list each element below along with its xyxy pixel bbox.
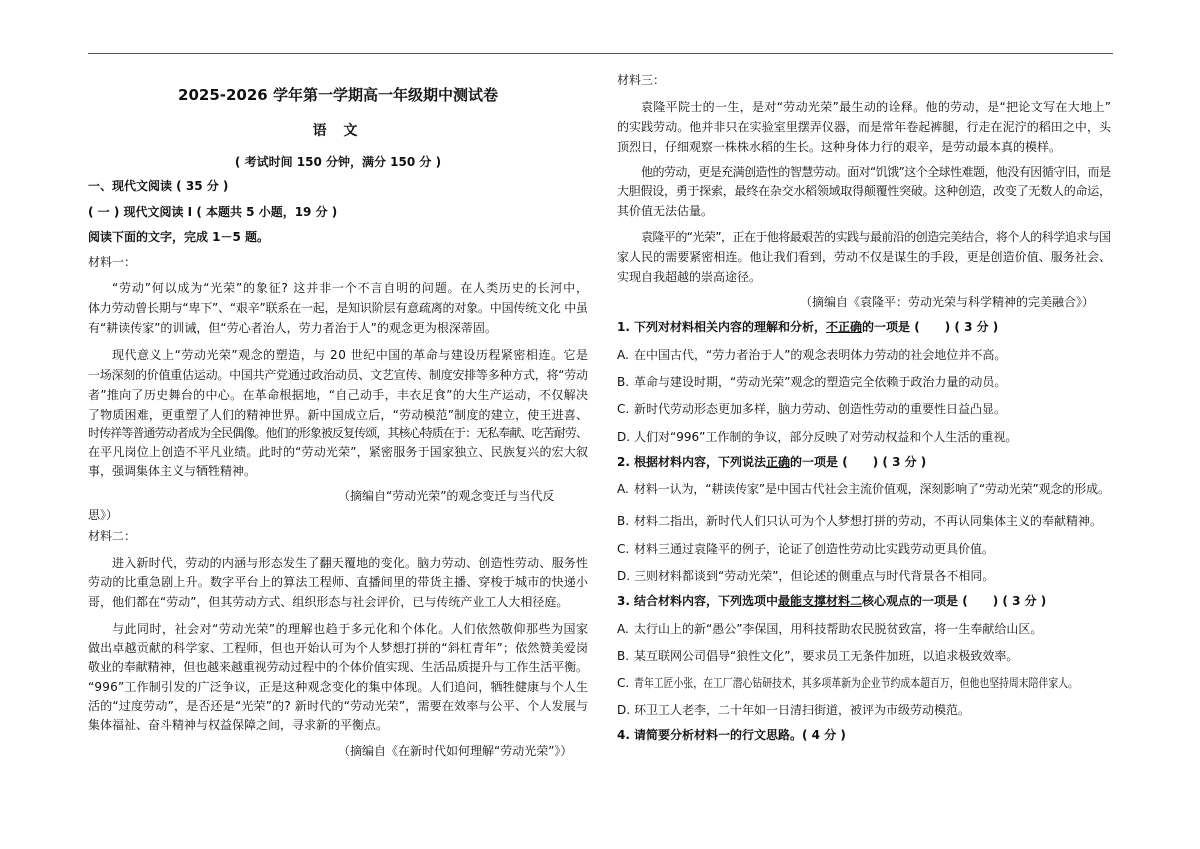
option	[617, 675, 1111, 691]
option-label: D.	[617, 569, 631, 583]
source-citation: 思》）	[88, 508, 119, 522]
subsection-heading: ( 一 ) 现代文阅读 I ( 本题共 5 小题，19 分 )	[88, 205, 338, 219]
option-label: A.	[617, 622, 629, 636]
paragraph-line: “劳动”何以成为“光荣”的象征? 这并非一个不言自明的问题。在人类历史的长河中，	[112, 281, 589, 295]
stem-emphasis: 最能支撑材料二	[778, 594, 863, 608]
paragraph-line: 活的“过度劳动”，是否还是“光荣”的? 新时代的“劳动光荣”，需要在效率与公平、个人发展与	[88, 699, 589, 713]
option-text: 在中国古代，“劳力者治于人”的观念表明体力劳动的社会地位并不高。	[634, 348, 1007, 362]
option	[617, 429, 1111, 445]
exam-info: ( 考试时间 150 分钟，满分 150 分 )	[234, 155, 442, 169]
stem-text: 的一项是 ( ) ( 3 分 )	[790, 455, 927, 469]
paragraph-line: 家人民的需要紧密相连。他让我们看到，劳动不仅是谋生的手段，更是创造价值、服务社会、	[617, 250, 1112, 264]
paragraph-line: 一场深刻的价值重估运动。中国共产党通过政治动员、文艺宣传、制度安排等多种方式，将“劳动	[88, 368, 588, 382]
paragraph-line: 做出卓越贡献的科学家、工程师，但也开始认可为个人梦想打拼的“斜杠青年”；依然赞美爱岗	[88, 641, 589, 655]
option-label: B.	[617, 649, 630, 663]
option	[617, 481, 1111, 497]
option-label: A.	[617, 348, 629, 362]
option	[617, 541, 1111, 557]
paragraph-line: 有“耕读传家”的训诫，但“劳心者治人，劳力者治于人”的观念更为根深蒂固。	[88, 321, 497, 335]
paragraph-line: 袁隆平院士的一生，是对“劳动光荣”最生动的诠释。他的劳动，是“把论文写在大地上”	[641, 100, 1112, 114]
question-number: 2.	[617, 455, 630, 469]
paragraph-line: 哥，他们都在“劳动”，但其劳动方式、组织形态与社会评价，已与传统产业工人大相径庭。	[88, 595, 569, 609]
stem-text: 结合材料内容，下列选项中	[634, 594, 779, 608]
paragraph-line: 顶烈日，仔细观察一株株水稻的生长。这种身体力行的艰辛，是劳动最本真的模样。	[617, 140, 1062, 154]
paragraph-line: 袁隆平的“光荣”，正在于他将最艰苦的实践与最前沿的创造完美结合，将个人的科学追求与国	[641, 230, 1111, 244]
paragraph-line: 体力劳动曾长期与“卑下”、“艰辛”联系在一起，是知识阶层有意疏离的对象。中国传统文化 中虽	[88, 301, 588, 315]
paragraph-line: 者”推向了历史舞台的中心。在革命根据地，“自己动手，丰衣足食”的大生产运动，不仅解决	[88, 388, 589, 402]
question-number: 3.	[617, 594, 630, 608]
option-text: 材料二指出，新时代人们只认可为个人梦想打拼的劳动，不再认同集体主义的奉献精神。	[634, 514, 1103, 528]
material-label: 材料二：	[88, 529, 137, 543]
paragraph-line: 事，强调集体主义与牺牲精神。	[88, 464, 257, 478]
option	[617, 513, 1111, 529]
option-text: 某互联网公司倡导“狼性文化”，要求员工无条件加班，以追求极致效率。	[634, 649, 1019, 663]
option-label: B.	[617, 375, 630, 389]
paragraph-line: 其价值无法估量。	[617, 204, 714, 218]
source-citation: （摘编自《在新时代如何理解“劳动光荣”》）	[338, 744, 573, 758]
stem-emphasis: 正确	[766, 455, 791, 469]
paragraph-line: 的实践劳动。他并非只在实验室里摆弄仪器，而是常年卷起裤腿，行走在泥泞的稻田之中，头	[617, 120, 1112, 134]
paragraph-line: “996”工作制引发的广泛争议，正是这种观念变化的集中体现。人们追问，牺牲健康与个人生	[88, 680, 589, 694]
question-stem	[617, 319, 1111, 335]
paragraph-line: 大胆假设，勇于探索，最终在杂交水稻领域取得颠覆性突破。这种创造，改变了无数人的命运，	[617, 184, 1111, 198]
paragraph-line: 实现自我超越的崇高途径。	[617, 270, 762, 284]
option-label: C.	[617, 402, 630, 416]
paragraph-line: 他的劳动，更是充满创造性的智慧劳动。面对“饥饿”这个全球性难题，他没有因循守旧，而是	[641, 165, 1111, 179]
stem-text: 下列对材料相关内容的理解和分析，	[634, 320, 827, 334]
question-number: 1.	[617, 320, 630, 334]
option	[617, 702, 1111, 718]
question-stem	[617, 727, 1111, 743]
header-rule	[88, 53, 1113, 54]
option-text: 太行山上的新“愚公”李保国，用科技帮助农民脱贫致富，将一生奉献给山区。	[634, 622, 1043, 636]
paragraph-line: 劳动的比重急剧上升。数字平台上的算法工程师、直播间里的带货主播、穿梭于城市的快递小	[88, 575, 589, 589]
question-number: 4.	[617, 728, 630, 742]
paragraph-line: 在平凡岗位上创造不平凡业绩。此时的“劳动光荣”，紧密服务于国家独立、民族复兴的宏大叙	[88, 445, 589, 459]
source-citation: （摘编自“劳动光荣”的观念变迁与当代反	[338, 489, 555, 503]
section-heading: 一、现代文阅读 ( 35 分 )	[88, 179, 229, 193]
reading-instruction: 阅读下面的文字，完成 1－5 题。	[88, 230, 270, 244]
option-label: B.	[617, 514, 630, 528]
option-label: D.	[617, 703, 631, 717]
option-text: 革命与建设时期，“劳动光荣”观念的塑造完全依赖于政治力量的动员。	[634, 375, 1007, 389]
stem-text: 的一项是 ( ) ( 3 分 )	[862, 320, 999, 334]
option-text: 青年工匠小张，在工厂潜心钻研技术，其多项革新为企业节约成本超百万，但他也坚持周末陪伴家人。	[634, 676, 1078, 690]
question-text	[634, 454, 1110, 470]
stem-text: 核心观点的一项是 ( ) ( 3 分 )	[862, 594, 1047, 608]
option	[617, 621, 1111, 637]
option-text: 新时代劳动形态更加多样，脑力劳动、创造性劳动的重要性日益凸显。	[634, 402, 1007, 416]
paragraph-line: 敬业的奉献精神，但也越来越重视劳动过程中的个体价值实现、生活品质提升与工作生活平衡。	[88, 660, 588, 674]
option	[617, 347, 1111, 363]
option-text: 材料一认为，“耕读传家”是中国古代社会主流价值观，深刻影响了“劳动光荣”观念的形成。	[634, 482, 1110, 496]
paragraph-line: 集体福祉、奋斗精神与权益保障之间，寻求新的平衡点。	[88, 718, 389, 732]
option-text: 环卫工人老李，二十年如一日清扫街道，被评为市级劳动模范。	[634, 703, 971, 717]
option-text: 材料三通过袁隆平的例子，论证了创造性劳动比实践劳动更具价值。	[634, 542, 995, 556]
paragraph-line: 现代意义上“劳动光荣”观念的塑造，与 20 世纪中国的革命与建设历程紧密相连。它是	[112, 348, 589, 362]
question-text	[634, 593, 1110, 609]
material-label: 材料一：	[88, 255, 137, 269]
option-text: 人们对“996”工作制的争议，部分反映了对劳动权益和个人生活的重视。	[634, 430, 1018, 444]
subject-title: 语 文	[312, 123, 364, 139]
stem-text: 根据材料内容，下列说法	[634, 455, 767, 469]
paragraph-line: 与此同时，社会对“劳动光荣”的理解也趋于多元化和个体化。人们依然敬仰那些为国家	[112, 622, 589, 636]
option	[617, 401, 1111, 417]
question-text: 请简要分析材料一的行文思路。( 4 分 )	[634, 728, 846, 742]
option	[617, 374, 1111, 390]
paragraph-line: 时传祥等普通劳动者成为全民偶像。他们的形象被反复传颂，其核心特质在于：无私奉献、吃苦耐劳、	[88, 426, 588, 440]
option	[617, 568, 1111, 584]
option-label: D.	[617, 430, 631, 444]
paragraph-line: 了物质困难，更重塑了人们的精神世界。新中国成立后，“劳动模范”制度的建立，使王进喜、	[88, 408, 589, 422]
option-label: C.	[617, 542, 630, 556]
paragraph-line: 进入新时代，劳动的内涵与形态发生了翻天覆地的变化。脑力劳动、创造性劳动、服务性	[112, 556, 589, 570]
question-stem	[617, 593, 1111, 609]
stem-emphasis: 不正确	[826, 320, 863, 334]
exam-title: 2025-2026 学年第一学期高一年级期中测试卷	[178, 86, 498, 104]
option	[617, 648, 1111, 664]
question-text	[634, 319, 1110, 335]
question-stem	[617, 454, 1111, 470]
option-text: 三则材料都谈到“劳动光荣”，但论述的侧重点与时代背景各不相同。	[634, 569, 995, 583]
material-label: 材料三：	[617, 73, 666, 87]
option-label: A.	[617, 482, 629, 496]
option-label: C.	[617, 676, 630, 690]
source-citation: （摘编自《袁隆平：劳动光荣与科学精神的完美融合》）	[800, 295, 1095, 309]
